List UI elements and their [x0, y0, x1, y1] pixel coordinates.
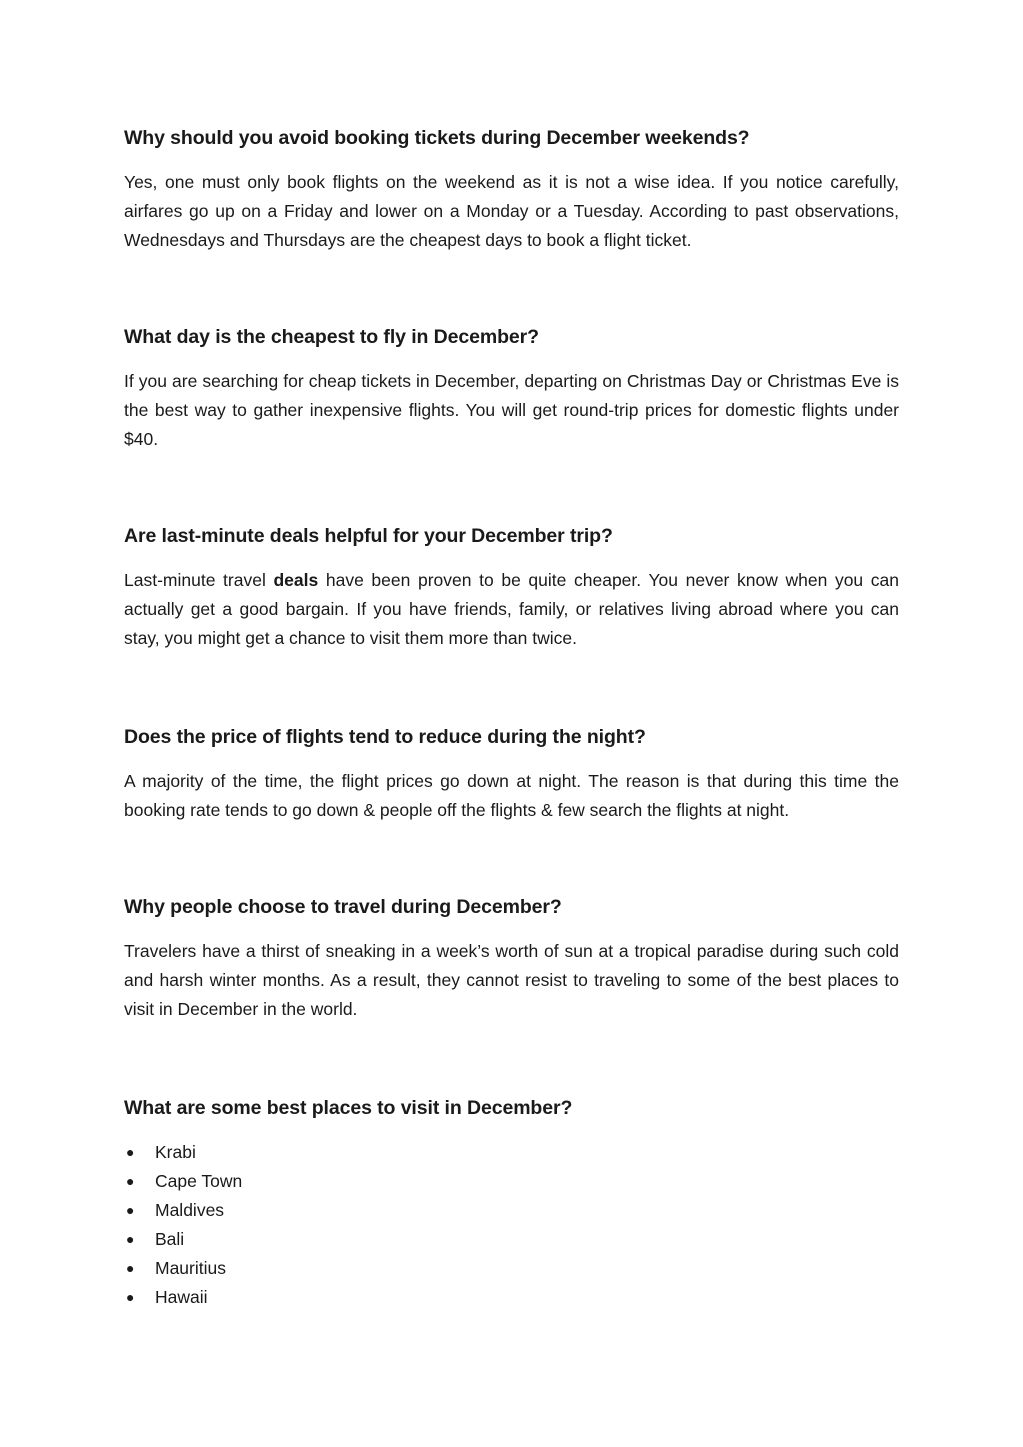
answer-paragraph: Travelers have a thirst of sneaking in a week’s worth of sun at a tropical paradise during such cold and harsh winter months. As a result, they cannot resist to traveling to some of the best places to visit in December in the world. [124, 941, 899, 1019]
list-item [124, 1283, 899, 1312]
answer-paragraph: Yes, one must only book flights on the weekend as it is not a wise idea. If you notice carefully, airfares go up on a Friday and lower on a Monday or a Tuesday. According to past observations, Wednesdays and Thursdays are the cheapest days to book a flight ticket. [124, 172, 899, 250]
question-heading: What are some best places to visit in December? [124, 1097, 573, 1119]
places-list [124, 1138, 899, 1312]
question-heading: Does the price of flights tend to reduce during the night? [124, 726, 646, 748]
question-heading: Why people choose to travel during December? [124, 896, 562, 918]
faq-section-weekends [124, 125, 899, 255]
answer-paragraph: A majority of the time, the flight prices go down at night. The reason is that during this time the booking rate tends to go down & people off the flights & few search the flights at night. [124, 771, 899, 820]
place-name: Cape Town [155, 1171, 243, 1191]
place-name: Maldives [155, 1200, 225, 1220]
list-item [124, 1225, 899, 1254]
faq-section-last-minute-deals [124, 523, 899, 653]
place-name: Krabi [155, 1142, 196, 1162]
bullet-icon: ● [126, 1144, 135, 1160]
faq-section-why-travel [124, 894, 899, 1024]
list-item [124, 1167, 899, 1196]
answer-paragraph: If you are searching for cheap tickets in December, departing on Christmas Day or Christmas Eve is the best way to gather inexpensive flights. You will get round-trip prices for domestic flights under $40. [124, 371, 899, 449]
faq-section-night-prices [124, 724, 899, 825]
list-item [124, 1138, 899, 1167]
bullet-icon: ● [126, 1231, 135, 1247]
bullet-icon: ● [126, 1260, 135, 1276]
question-heading: What day is the cheapest to fly in December? [124, 326, 539, 348]
answer-text-end: have been proven to be quite cheaper. You never know when you can actually get a good bargain. If you have friends, family, or relatives living abroad where you can stay, you might get a chance to visit them more than twice. [124, 570, 899, 648]
bullet-icon: ● [126, 1289, 135, 1305]
question-heading: Why should you avoid booking tickets during December weekends? [124, 127, 750, 149]
bullet-icon: ● [126, 1202, 135, 1218]
bullet-icon: ● [126, 1173, 135, 1189]
answer-paragraph [124, 566, 899, 653]
question-heading: Are last-minute deals helpful for your December trip? [124, 525, 613, 547]
place-name: Mauritius [155, 1258, 226, 1278]
faq-section-best-places [124, 1095, 899, 1312]
answer-text-start: Last-minute travel [124, 570, 274, 590]
place-name: Bali [155, 1229, 185, 1249]
deals-link-text: deals [273, 570, 319, 590]
faq-section-cheapest-day [124, 324, 899, 454]
place-name: Hawaii [155, 1287, 208, 1307]
list-item [124, 1196, 899, 1225]
list-item [124, 1254, 899, 1283]
